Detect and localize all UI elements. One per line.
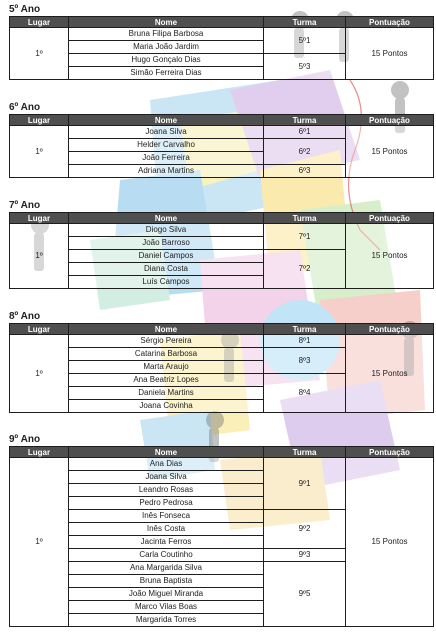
header-nome: Nome [69, 17, 264, 28]
turma-cell: 6º3 [264, 165, 346, 178]
header-nome: Nome [69, 115, 264, 126]
section-title: 6º Ano [9, 102, 41, 113]
name-cell: Joana Silva [69, 126, 264, 139]
name-cell: Ana Margarida Silva [69, 562, 264, 575]
name-cell: Bruna Filipa Barbosa [69, 28, 264, 41]
turma-cell: 7º2 [264, 250, 346, 289]
header-pontuacao: Pontuação [346, 115, 434, 126]
section-title: 5º Ano [9, 4, 41, 15]
name-cell: João Miguel Miranda [69, 588, 264, 601]
table-row [10, 458, 434, 471]
name-cell: Helder Carvalho [69, 139, 264, 152]
section-7-ano [9, 199, 433, 289]
section-6-ano [9, 101, 433, 178]
turma-cell: 8º4 [264, 374, 346, 413]
table-row [10, 28, 434, 41]
name-cell: Marco Vilas Boas [69, 601, 264, 614]
turma-cell: 5º1 [264, 28, 346, 54]
header-turma: Turma [264, 17, 346, 28]
table-row [10, 224, 434, 237]
header-row [10, 213, 434, 224]
lugar-cell: 1º [10, 458, 69, 627]
lugar-cell: 1º [10, 28, 69, 80]
header-lugar: Lugar [10, 447, 69, 458]
header-row [10, 17, 434, 28]
turma-cell: 6º2 [264, 139, 346, 165]
table-row [10, 335, 434, 348]
turma-cell: 8º1 [264, 335, 346, 348]
header-turma: Turma [264, 213, 346, 224]
results-table [9, 16, 434, 80]
pontuacao-cell: 15 Pontos [346, 126, 434, 178]
name-cell: Maria João Jardim [69, 41, 264, 54]
header-row [10, 115, 434, 126]
name-cell: Pedro Pedrosa [69, 497, 264, 510]
header-lugar: Lugar [10, 17, 69, 28]
name-cell: Margarida Torres [69, 614, 264, 627]
lugar-cell: 1º [10, 126, 69, 178]
name-cell: Leandro Rosas [69, 484, 264, 497]
name-cell: Bruna Baptista [69, 575, 264, 588]
header-turma: Turma [264, 447, 346, 458]
name-cell: Marta Araujo [69, 361, 264, 374]
section-5-ano [9, 3, 433, 80]
name-cell: Sérgio Pereira [69, 335, 264, 348]
name-cell: Diogo Silva [69, 224, 264, 237]
header-row [10, 447, 434, 458]
turma-cell: 9º1 [264, 458, 346, 510]
name-cell: Daniel Campos [69, 250, 264, 263]
header-lugar: Lugar [10, 213, 69, 224]
turma-cell: 9º2 [264, 510, 346, 549]
header-turma: Turma [264, 324, 346, 335]
name-cell: Daniela Martins [69, 387, 264, 400]
header-pontuacao: Pontuação [346, 447, 434, 458]
name-cell: Joana Covinha [69, 400, 264, 413]
name-cell: João Ferreira [69, 152, 264, 165]
name-cell: Diana Costa [69, 263, 264, 276]
header-turma: Turma [264, 115, 346, 126]
turma-cell: 9º3 [264, 549, 346, 562]
header-nome: Nome [69, 447, 264, 458]
pontuacao-cell: 15 Pontos [346, 224, 434, 289]
name-cell: Catarina Barbosa [69, 348, 264, 361]
turma-cell: 7º1 [264, 224, 346, 250]
turma-cell: 8º3 [264, 348, 346, 374]
pontuacao-cell: 15 Pontos [346, 335, 434, 413]
results-table [9, 212, 434, 289]
pontuacao-cell: 15 Pontos [346, 458, 434, 627]
name-cell: Inês Costa [69, 523, 264, 536]
section-title: 9º Ano [9, 434, 41, 445]
name-cell: Joana Silva [69, 471, 264, 484]
header-row [10, 324, 434, 335]
name-cell: Jacinta Ferros [69, 536, 264, 549]
name-cell: João Barroso [69, 237, 264, 250]
section-9-ano [9, 433, 433, 627]
lugar-cell: 1º [10, 224, 69, 289]
table-row [10, 126, 434, 139]
name-cell: Ana Beatriz Lopes [69, 374, 264, 387]
results-table [9, 114, 434, 178]
header-pontuacao: Pontuação [346, 213, 434, 224]
header-lugar: Lugar [10, 324, 69, 335]
section-8-ano [9, 310, 433, 413]
section-title: 7º Ano [9, 200, 41, 211]
name-cell: Adriana Martins [69, 165, 264, 178]
name-cell: Luís Campos [69, 276, 264, 289]
turma-cell: 6º1 [264, 126, 346, 139]
section-title: 8º Ano [9, 311, 41, 322]
pontuacao-cell: 15 Pontos [346, 28, 434, 80]
name-cell: Ana Dias [69, 458, 264, 471]
name-cell: Hugo Gonçalo Dias [69, 54, 264, 67]
name-cell: Inês Fonseca [69, 510, 264, 523]
results-table [9, 323, 434, 413]
results-table [9, 446, 434, 627]
header-pontuacao: Pontuação [346, 17, 434, 28]
header-nome: Nome [69, 213, 264, 224]
header-pontuacao: Pontuação [346, 324, 434, 335]
header-nome: Nome [69, 324, 264, 335]
turma-cell: 5º3 [264, 54, 346, 80]
lugar-cell: 1º [10, 335, 69, 413]
name-cell: Carla Coutinho [69, 549, 264, 562]
turma-cell: 9º5 [264, 562, 346, 627]
header-lugar: Lugar [10, 115, 69, 126]
name-cell: Simão Ferreira Dias [69, 67, 264, 80]
